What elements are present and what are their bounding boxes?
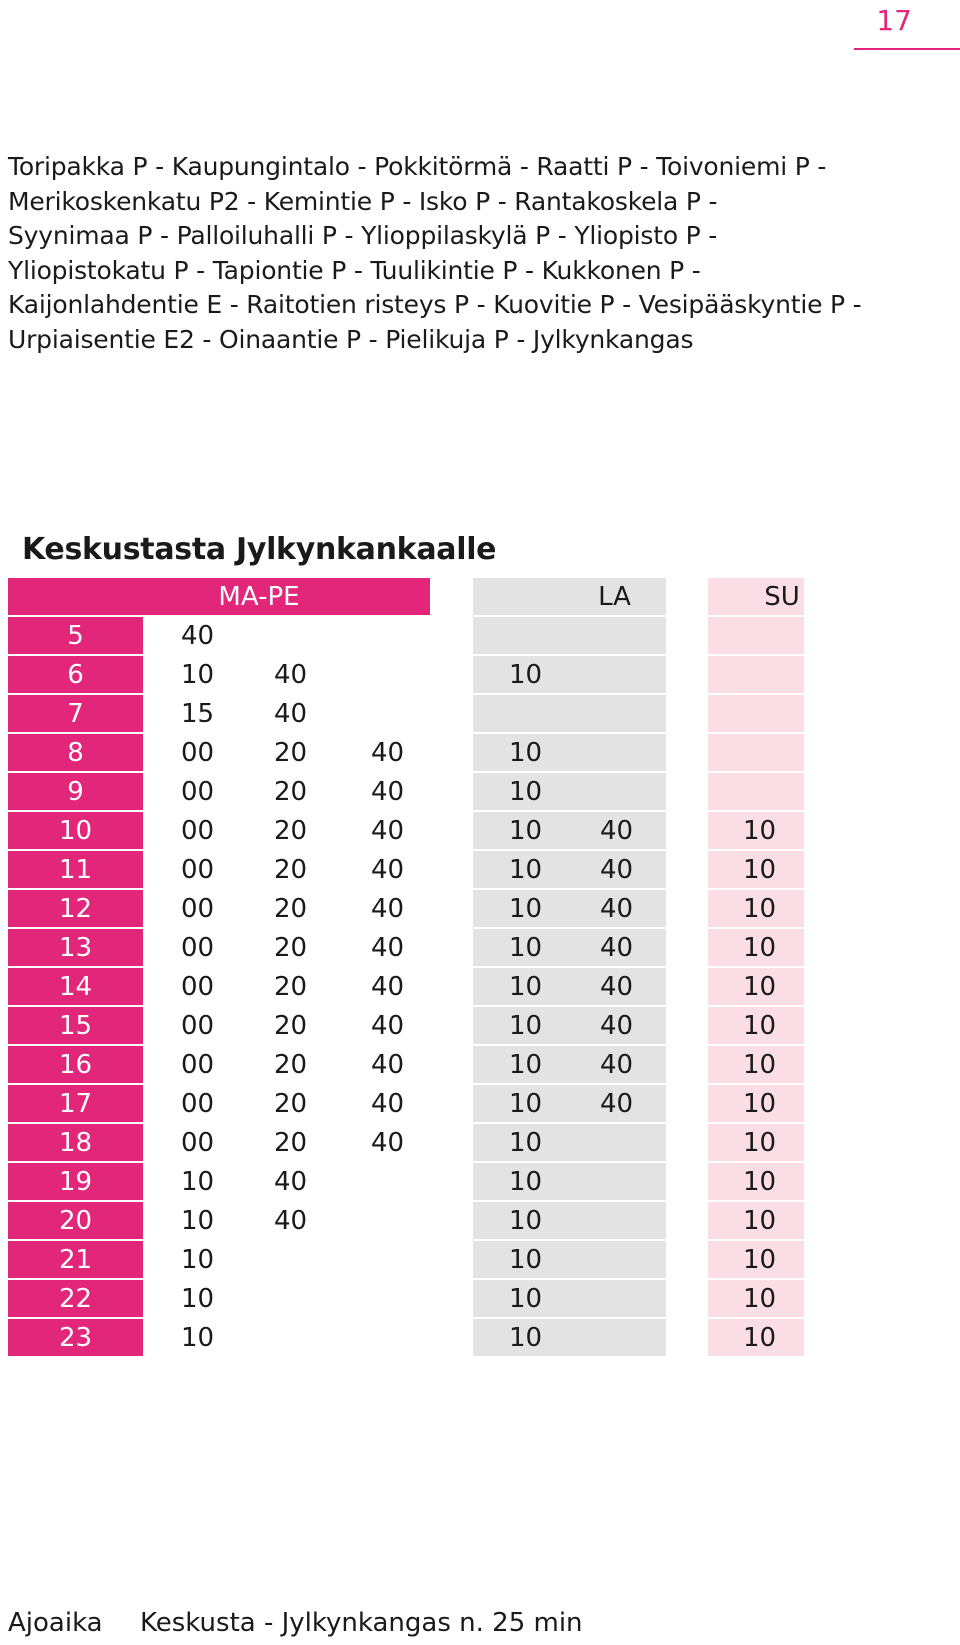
table-row — [8, 1163, 808, 1202]
weekday-minutes-cell — [145, 1085, 430, 1122]
hour-cell: 18 — [8, 1124, 143, 1161]
departure-minute: 10 — [743, 894, 777, 924]
sunday-minutes-cell — [708, 695, 804, 732]
weekday-minutes-cell — [145, 812, 430, 849]
hour-cell: 7 — [8, 695, 143, 732]
hour-cell: 14 — [8, 968, 143, 1005]
saturday-minutes-cell — [473, 851, 666, 888]
hour-cell: 22 — [8, 1280, 143, 1317]
departure-minute: 40 — [600, 1089, 634, 1119]
departure-minute: 10 — [509, 660, 543, 690]
departure-minute: 10 — [509, 1167, 543, 1197]
departure-minute: 00 — [181, 738, 215, 768]
weekday-minutes-cell — [145, 617, 430, 654]
hour-cell: 16 — [8, 1046, 143, 1083]
departure-minute: 20 — [274, 894, 308, 924]
table-row — [8, 1124, 808, 1163]
saturday-minutes-cell — [473, 1085, 666, 1122]
departure-minute: 10 — [181, 660, 215, 690]
departure-minute: 10 — [509, 1245, 543, 1275]
sunday-minutes-cell — [708, 1319, 804, 1356]
saturday-minutes-cell — [473, 929, 666, 966]
saturday-minutes-cell — [473, 890, 666, 927]
departure-minute: 40 — [274, 1167, 308, 1197]
departure-minute: 10 — [743, 855, 777, 885]
departure-minute: 20 — [274, 1089, 308, 1119]
table-row — [8, 773, 808, 812]
weekday-minutes-cell — [145, 929, 430, 966]
departure-minute: 10 — [743, 1050, 777, 1080]
departure-minute: 00 — [181, 894, 215, 924]
hour-cell: 20 — [8, 1202, 143, 1239]
saturday-minutes-cell — [473, 1202, 666, 1239]
hour-cell: 10 — [8, 812, 143, 849]
departure-minute: 40 — [371, 816, 405, 846]
departure-minute: 40 — [181, 621, 215, 651]
saturday-minutes-cell — [473, 1046, 666, 1083]
departure-minute: 10 — [743, 1167, 777, 1197]
departure-minute: 10 — [509, 1128, 543, 1158]
page-number-rule — [854, 48, 960, 50]
sunday-minutes-cell — [708, 1124, 804, 1161]
weekday-minutes-cell — [145, 656, 430, 693]
weekday-minutes-cell — [145, 773, 430, 810]
departure-minute: 10 — [181, 1323, 215, 1353]
sunday-minutes-cell — [708, 656, 804, 693]
departure-minute: 00 — [181, 1089, 215, 1119]
section-title: Keskustasta Jylkynkankaalle — [22, 532, 497, 567]
departure-minute: 40 — [371, 1011, 405, 1041]
departure-minute: 10 — [509, 1284, 543, 1314]
departure-minute: 00 — [181, 816, 215, 846]
hour-cell: 11 — [8, 851, 143, 888]
departure-minute: 10 — [509, 1050, 543, 1080]
sunday-minutes-cell — [708, 773, 804, 810]
sunday-minutes-cell — [708, 1202, 804, 1239]
departure-minute: 10 — [743, 816, 777, 846]
weekday-minutes-cell — [145, 1124, 430, 1161]
departure-minute: 20 — [274, 1050, 308, 1080]
route-line: Toripakka P - Kaupungintalo - Pokkitörmä - Raatti P - Toivoniemi P - — [8, 152, 827, 181]
sunday-minutes-cell — [708, 1085, 804, 1122]
departure-minute: 40 — [600, 1011, 634, 1041]
weekday-minutes-cell — [145, 1046, 430, 1083]
route-stops — [8, 150, 928, 357]
departure-minute: 40 — [371, 855, 405, 885]
departure-minute: 10 — [743, 1323, 777, 1353]
weekday-minutes-cell — [145, 1163, 430, 1200]
departure-minute: 40 — [371, 894, 405, 924]
sunday-minutes-cell — [708, 1163, 804, 1200]
table-row — [8, 617, 808, 656]
header-saturday: LA — [473, 578, 666, 615]
departure-minute: 40 — [600, 972, 634, 1002]
departure-minute: 20 — [274, 972, 308, 1002]
hour-cell: 13 — [8, 929, 143, 966]
sunday-minutes-cell — [708, 929, 804, 966]
departure-minute: 10 — [509, 894, 543, 924]
sunday-minutes-cell — [708, 812, 804, 849]
departure-minute: 10 — [181, 1284, 215, 1314]
departure-minute: 00 — [181, 972, 215, 1002]
departure-minute: 00 — [181, 855, 215, 885]
saturday-minutes-cell — [473, 695, 666, 732]
departure-minute: 10 — [743, 1089, 777, 1119]
weekday-minutes-cell — [145, 734, 430, 771]
departure-minute: 10 — [743, 1128, 777, 1158]
table-row — [8, 968, 808, 1007]
table-row — [8, 1007, 808, 1046]
departure-minute: 40 — [274, 1206, 308, 1236]
departure-minute: 40 — [371, 972, 405, 1002]
route-line: Syynimaa P - Palloiluhalli P - Ylioppilaskylä P - Yliopisto P - — [8, 221, 718, 250]
saturday-minutes-cell — [473, 1319, 666, 1356]
travel-time-value: Keskusta - Jylkynkangas n. 25 min — [140, 1608, 583, 1638]
departure-minute: 40 — [371, 777, 405, 807]
departure-minute: 10 — [743, 1011, 777, 1041]
weekday-minutes-cell — [145, 695, 430, 732]
saturday-minutes-cell — [473, 1163, 666, 1200]
departure-minute: 20 — [274, 738, 308, 768]
departure-minute: 20 — [274, 816, 308, 846]
departure-minute: 40 — [371, 1050, 405, 1080]
table-row — [8, 851, 808, 890]
weekday-minutes-cell — [145, 851, 430, 888]
header-sunday: SU — [708, 578, 804, 615]
sunday-minutes-cell — [708, 1280, 804, 1317]
table-row — [8, 656, 808, 695]
sunday-minutes-cell — [708, 851, 804, 888]
departure-minute: 10 — [509, 933, 543, 963]
saturday-minutes-cell — [473, 1280, 666, 1317]
hour-cell: 5 — [8, 617, 143, 654]
departure-minute: 10 — [743, 1284, 777, 1314]
departure-minute: 10 — [509, 855, 543, 885]
travel-time-label: Ajoaika — [8, 1608, 103, 1638]
table-row — [8, 890, 808, 929]
departure-minute: 00 — [181, 933, 215, 963]
route-line: Kaijonlahdentie E - Raitotien risteys P - Kuovitie P - Vesipääskyntie P - — [8, 290, 862, 319]
sunday-minutes-cell — [708, 968, 804, 1005]
departure-minute: 40 — [274, 660, 308, 690]
departure-minute: 10 — [509, 1206, 543, 1236]
route-line: Urpiaisentie E2 - Oinaantie P - Pielikuja P - Jylkynkangas — [8, 324, 694, 354]
table-row — [8, 695, 808, 734]
route-line: Merikoskenkatu P2 - Kemintie P - Isko P - Rantakoskela P - — [8, 186, 718, 216]
route-line: Yliopistokatu P - Tapiontie P - Tuulikintie P - Kukkonen P - — [8, 255, 701, 285]
departure-minute: 20 — [274, 1128, 308, 1158]
departure-minute: 10 — [509, 972, 543, 1002]
departure-minute: 15 — [181, 699, 215, 729]
sunday-minutes-cell — [708, 617, 804, 654]
saturday-minutes-cell — [473, 968, 666, 1005]
saturday-minutes-cell — [473, 734, 666, 771]
table-row — [8, 734, 808, 773]
header-weekdays: MA-PE — [8, 578, 430, 615]
hour-cell: 15 — [8, 1007, 143, 1044]
table-row — [8, 1241, 808, 1280]
weekday-minutes-cell — [145, 968, 430, 1005]
table-row — [8, 929, 808, 968]
departure-minute: 40 — [371, 1089, 405, 1119]
departure-minute: 40 — [600, 933, 634, 963]
departure-minute: 10 — [181, 1245, 215, 1275]
saturday-minutes-cell — [473, 773, 666, 810]
saturday-minutes-cell — [473, 617, 666, 654]
travel-time — [8, 1608, 583, 1638]
departure-minute: 10 — [509, 777, 543, 807]
departure-minute: 20 — [274, 777, 308, 807]
page-number: 17 — [876, 4, 912, 37]
table-row — [8, 1202, 808, 1241]
departure-minute: 10 — [509, 816, 543, 846]
departure-minute: 00 — [181, 1050, 215, 1080]
departure-minute: 10 — [509, 1323, 543, 1353]
table-row — [8, 812, 808, 851]
departure-minute: 10 — [509, 1089, 543, 1119]
sunday-minutes-cell — [708, 734, 804, 771]
departure-minute: 10 — [181, 1167, 215, 1197]
departure-minute: 20 — [274, 933, 308, 963]
table-row — [8, 1319, 808, 1358]
timetable-header-row — [8, 578, 808, 617]
weekday-minutes-cell — [145, 890, 430, 927]
timetable — [8, 578, 808, 1358]
saturday-minutes-cell — [473, 812, 666, 849]
weekday-minutes-cell — [145, 1280, 430, 1317]
departure-minute: 00 — [181, 777, 215, 807]
table-row — [8, 1280, 808, 1319]
departure-minute: 00 — [181, 1011, 215, 1041]
sunday-minutes-cell — [708, 890, 804, 927]
departure-minute: 40 — [600, 855, 634, 885]
hour-cell: 19 — [8, 1163, 143, 1200]
table-row — [8, 1085, 808, 1124]
hour-cell: 8 — [8, 734, 143, 771]
departure-minute: 40 — [371, 933, 405, 963]
departure-minute: 40 — [600, 1050, 634, 1080]
departure-minute: 10 — [743, 933, 777, 963]
departure-minute: 40 — [371, 738, 405, 768]
hour-cell: 23 — [8, 1319, 143, 1356]
hour-cell: 21 — [8, 1241, 143, 1278]
departure-minute: 10 — [509, 1011, 543, 1041]
hour-cell: 12 — [8, 890, 143, 927]
saturday-minutes-cell — [473, 656, 666, 693]
hour-cell: 17 — [8, 1085, 143, 1122]
table-row — [8, 1046, 808, 1085]
departure-minute: 10 — [181, 1206, 215, 1236]
departure-minute: 00 — [181, 1128, 215, 1158]
weekday-minutes-cell — [145, 1007, 430, 1044]
hour-cell: 6 — [8, 656, 143, 693]
sunday-minutes-cell — [708, 1241, 804, 1278]
sunday-minutes-cell — [708, 1007, 804, 1044]
timetable-body — [8, 617, 808, 1358]
departure-minute: 40 — [371, 1128, 405, 1158]
departure-minute: 40 — [600, 894, 634, 924]
saturday-minutes-cell — [473, 1007, 666, 1044]
departure-minute: 20 — [274, 1011, 308, 1041]
hour-cell: 9 — [8, 773, 143, 810]
saturday-minutes-cell — [473, 1124, 666, 1161]
sunday-minutes-cell — [708, 1046, 804, 1083]
departure-minute: 10 — [509, 738, 543, 768]
departure-minute: 10 — [743, 972, 777, 1002]
departure-minute: 20 — [274, 855, 308, 885]
weekday-minutes-cell — [145, 1202, 430, 1239]
saturday-minutes-cell — [473, 1241, 666, 1278]
departure-minute: 10 — [743, 1206, 777, 1236]
departure-minute: 40 — [600, 816, 634, 846]
departure-minute: 40 — [274, 699, 308, 729]
departure-minute: 10 — [743, 1245, 777, 1275]
weekday-minutes-cell — [145, 1319, 430, 1356]
weekday-minutes-cell — [145, 1241, 430, 1278]
